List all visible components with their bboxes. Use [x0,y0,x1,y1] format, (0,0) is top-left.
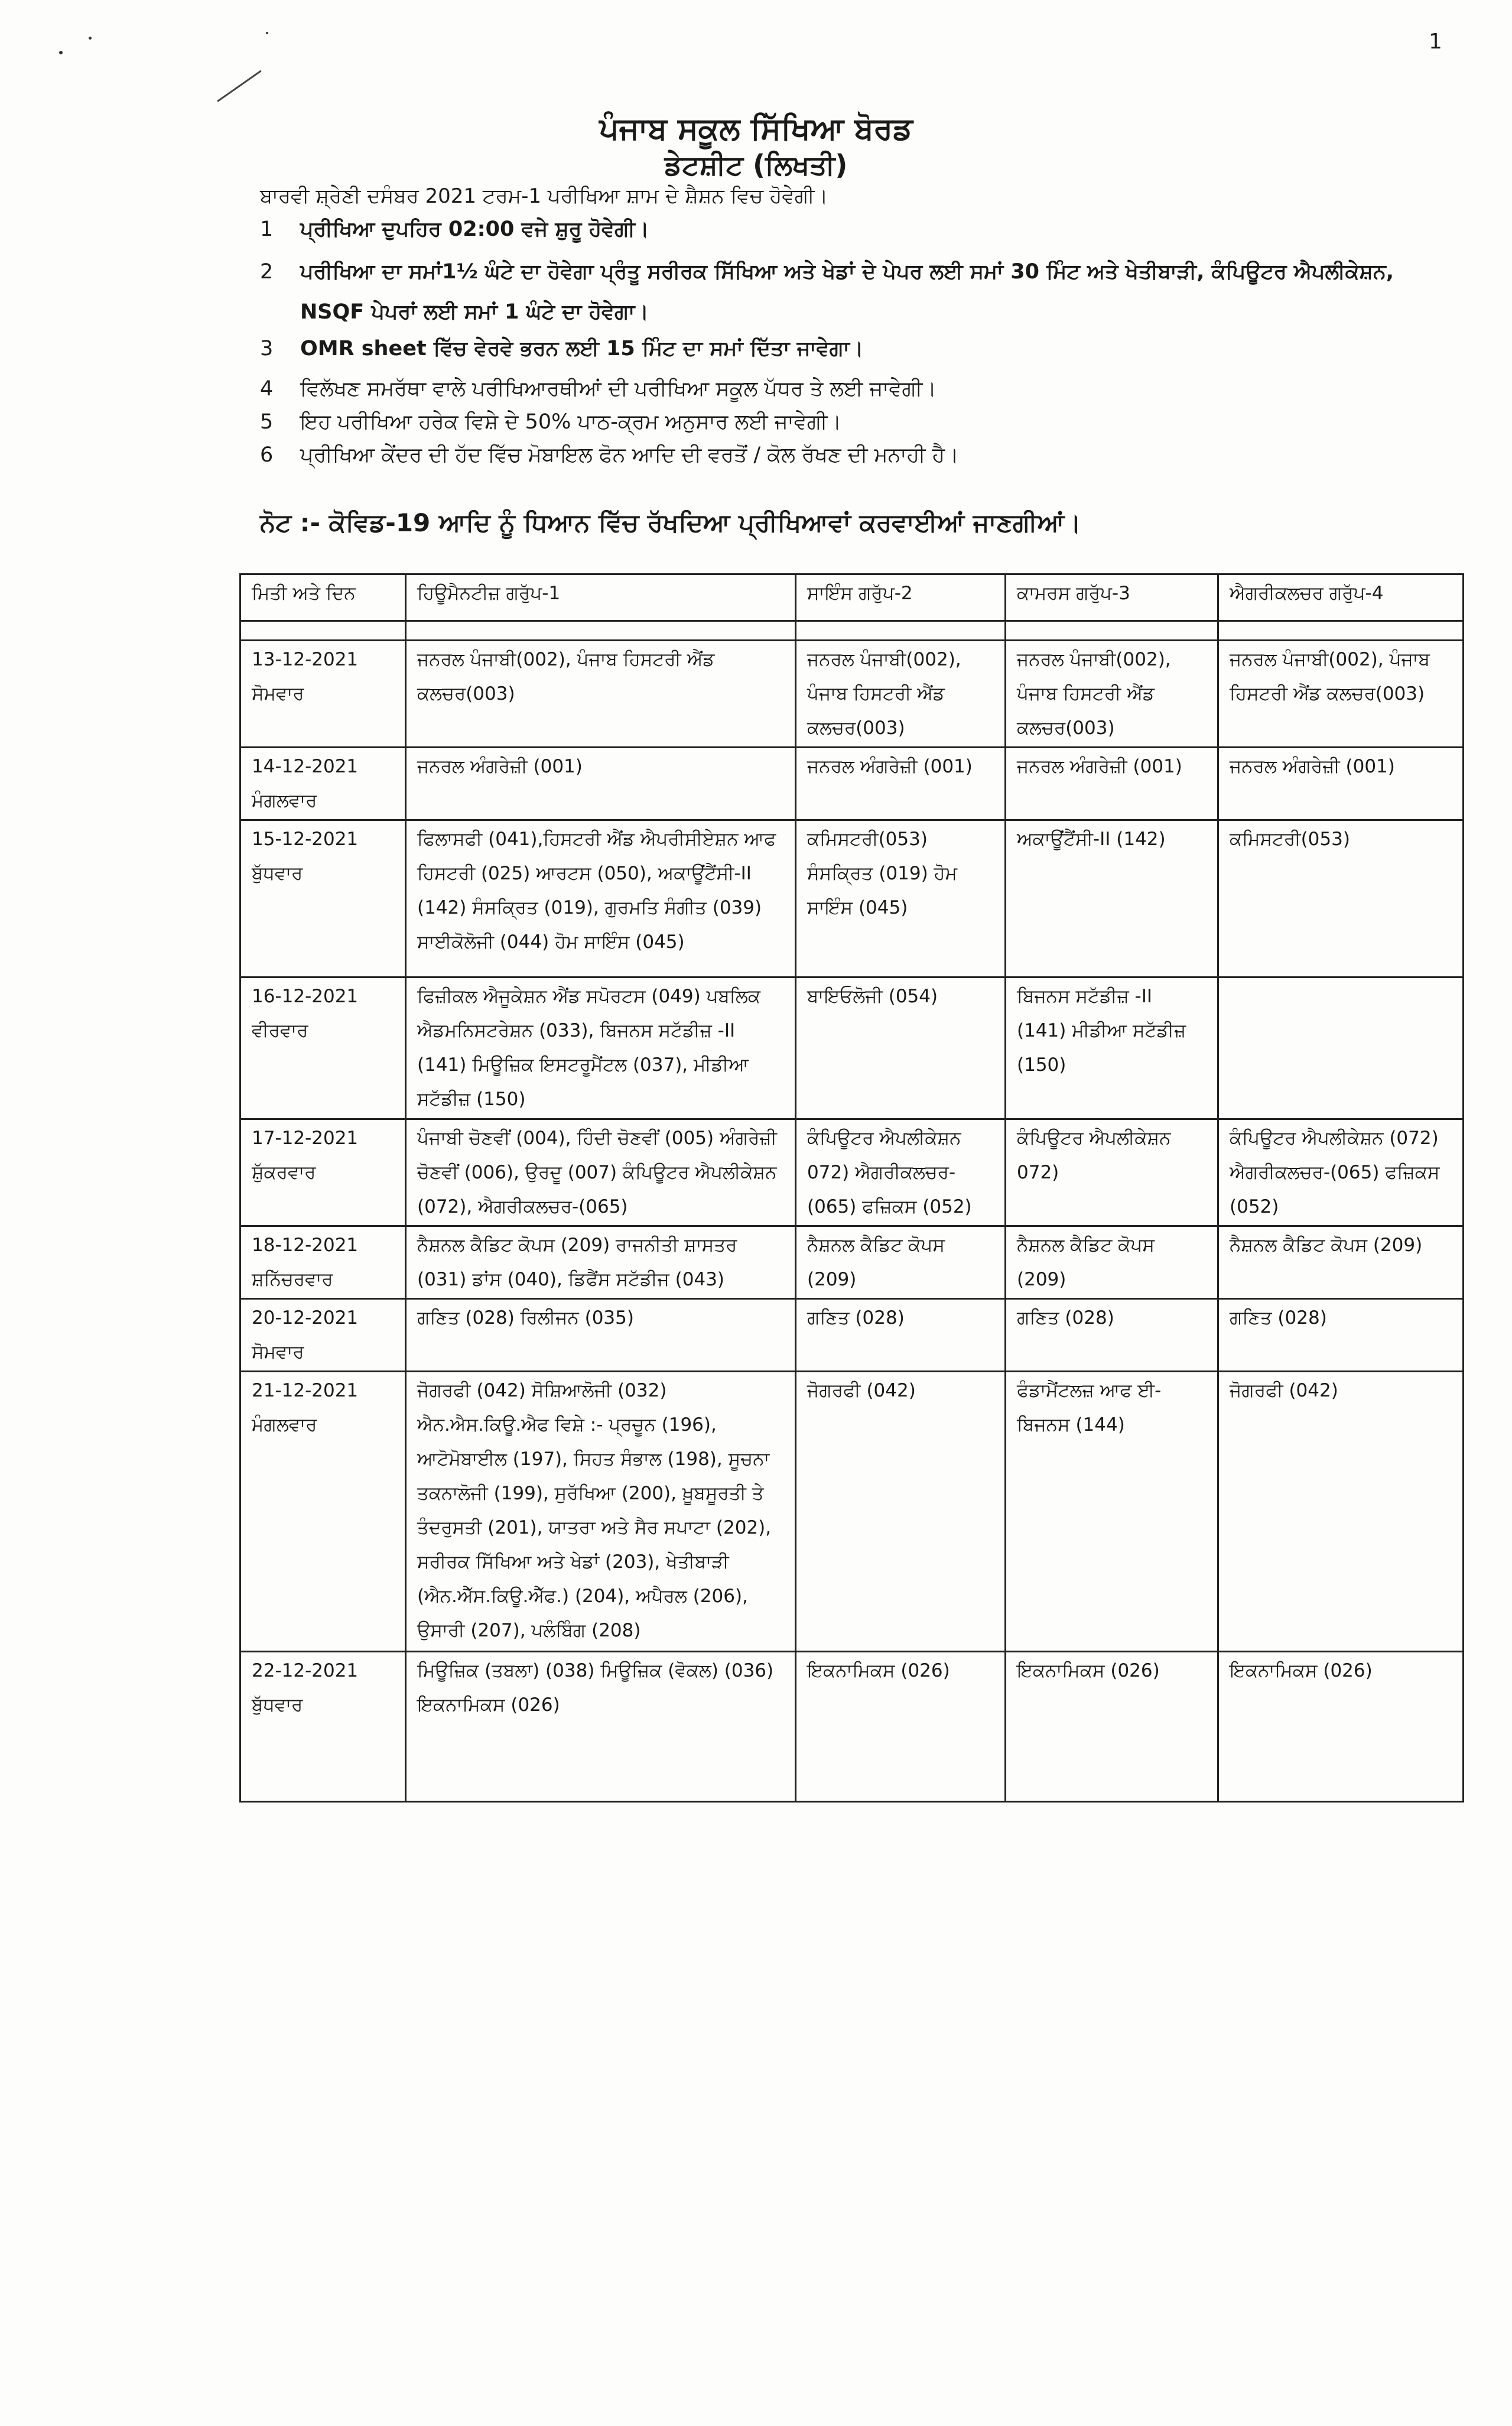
exam-day: ਮੰਗਲਵਾਰ [252,1414,317,1436]
exam-date: 22-12-2021 [252,1660,359,1681]
scan-speck [59,51,63,54]
group-2-cell: ਜਨਰਲ ਪੰਜਾਬੀ(002), ਪੰਜਾਬ ਹਿਸਟਰੀ ਐਂਡ ਕਲਚਰ(003) [796,641,1006,748]
table-header-row [240,574,1464,621]
instruction-text: ਪਰੀਖਿਆ ਦਾ ਸਮਾਂ1½ ਘੰਟੇ ਦਾ ਹੋਵੇਗਾ ਪ੍ਰੰਤੂ ਸਰੀਰਕ ਸਿੱਖਿਆ ਅਤੇ ਖੇਡਾਂ ਦੇ ਪੇਪਰ ਲਈ ਸਮਾਂ 30 ਮਿੰਟ ਅਤੇ ਖੇਤੀਬਾੜੀ, ਕੰਪਿਊਟਰ ਐਪਲੀਕੇਸ਼ਨ, [300,260,1394,284]
instruction-number: 4 [260,377,274,401]
column-header: ਮਿਤੀ ਅਤੇ ਦਿਨ [240,574,406,621]
table-row [240,1226,1464,1299]
instruction-text: ਪ੍ਰੀਖਿਆ ਦੁਪਹਿਰ 02:00 ਵਜੇ ਸ਼ੁਰੂ ਹੋਵੇਗੀ। [300,217,649,241]
instruction-text: ਵਿਲੱਖਣ ਸਮਰੱਥਾ ਵਾਲੇ ਪਰੀਖਿਆਰਥੀਆਂ ਦੀ ਪਰੀਖਿਆ ਸਕੂਲ ਪੱਧਰ ਤੇ ਲਈ ਜਾਵੇਗੀ। [300,377,937,401]
exam-day: ਵੀਰਵਾਰ [252,1020,308,1041]
group-4-cell: ਜਨਰਲ ਅੰਗਰੇਜ਼ੀ (001) [1218,748,1464,820]
page-title: ਪੰਜਾਬ ਸਕੂਲ ਸਿੱਖਿਆ ਬੋਰਡ [599,111,913,147]
instruction-text: OMR sheet ਵਿੱਚ ਵੇਰਵੇ ਭਰਨ ਲਈ 15 ਮਿੰਟ ਦਾ ਸਮਾਂ ਦਿੱਤਾ ਜਾਵੇਗਾ। [300,337,864,361]
date-cell [240,1299,406,1372]
date-cell [240,1372,406,1652]
exam-date: 17-12-2021 [252,1128,359,1149]
table-row [240,1652,1464,1802]
covid-note: ਨੋਟ :- ਕੋਵਿਡ-19 ਆਦਿ ਨੂੰ ਧਿਆਨ ਵਿੱਚ ਰੱਖਦਿਆ ਪ੍ਰੀਖਿਆਵਾਂ ਕਰਵਾਈਆਂ ਜਾਣਗੀਆਂ। [260,508,1081,537]
date-cell [240,641,406,748]
group-3-cell: ਇਕਨਾਮਿਕਸ (026) [1006,1652,1218,1802]
group-1-cell: ਨੈਸ਼ਨਲ ਕੈਡਿਟ ਕੋਪਸ (209) ਰਾਜਨੀਤੀ ਸ਼ਾਸਤਰ (031) ਡਾਂਸ (040), ਡਿਫੈਂਸ ਸਟੱਡੀਜ (043) [406,1226,796,1299]
exam-day: ਬੁੱਧਵਾਰ [252,863,303,884]
exam-date: 14-12-2021 [252,756,359,777]
group-4-cell: ਜੋਗਰਫੀ (042) [1218,1372,1464,1652]
group-3-cell: ਬਿਜਨਸ ਸਟੱਡੀਜ਼ -II (141) ਮੀਡੀਆ ਸਟੱਡੀਜ਼ (150) [1006,977,1218,1119]
group-4-cell: ਕੰਪਿਊਟਰ ਐਪਲੀਕੇਸ਼ਨ (072) ਐਗਰੀਕਲਚਰ-(065) ਫਜ਼ਿਕਸ (052) [1218,1119,1464,1226]
intro-line: ਬਾਰਵੀ ਸ਼੍ਰੇਣੀ ਦਸੰਬਰ 2021 ਟਰਮ-1 ਪਰੀਖਿਆ ਸ਼ਾਮ ਦੇ ਸ਼ੈਸ਼ਨ ਵਿਚ ਹੋਵੇਗੀ। [260,184,828,208]
group-2-cell: ਨੈਸ਼ਨਲ ਕੈਡਿਟ ਕੋਪਸ (209) [796,1226,1006,1299]
scan-speck [89,37,92,40]
exam-day: ਮੰਗਲਵਾਰ [252,790,317,811]
table-row [240,820,1464,977]
column-header: ਕਾਮਰਸ ਗਰੁੱਪ-3 [1006,574,1218,621]
group-3-cell: ਕੰਪਿਊਟਰ ਐਪਲੀਕੇਸ਼ਨ 072) [1006,1119,1218,1226]
table-row [240,1299,1464,1372]
exam-date: 15-12-2021 [252,829,359,850]
exam-day: ਬੁੱਧਵਾਰ [252,1694,303,1716]
group-1-cell: ਫਿਜ਼ੀਕਲ ਐਜੂਕੇਸ਼ਨ ਐਂਡ ਸਪੋਰਟਸ (049) ਪਬਲਿਕ ਐਡਮਨਿਸਟਰੇਸ਼ਨ (033), ਬਿਜਨਸ ਸਟੱਡੀਜ਼ -II (141) ਮਿਊਜ਼ਿਕ ਇਸਟਰੂਮੈਂਟਲ (037), ਮੀਡੀਆ ਸਟੱਡੀਜ਼ (150) [406,977,796,1119]
column-header: ਸਾਇੰਸ ਗਰੁੱਪ-2 [796,574,1006,621]
scan-speck [266,32,268,34]
datesheet-table [239,573,1464,1803]
exam-date: 18-12-2021 [252,1235,359,1256]
date-cell [240,748,406,820]
group-3-cell: ਫੰਡਾਮੈਂਟਲਜ਼ ਆਫ ਈ-ਬਿਜਨਸ (144) [1006,1372,1218,1652]
instruction-number: 1 [260,217,274,241]
group-2-cell: ਇਕਨਾਮਿਕਸ (026) [796,1652,1006,1802]
group-3-cell: ਜਨਰਲ ਅੰਗਰੇਜ਼ੀ (001) [1006,748,1218,820]
group-1-cell: ਪੰਜਾਬੀ ਚੋਣਵੀਂ (004), ਹਿੰਦੀ ਚੋਣਵੀਂ (005) ਅੰਗਰੇਜ਼ੀ ਚੋਣਵੀਂ (006), ਉਰਦੂ (007) ਕੰਪਿਊਟਰ ਐਪਲੀਕੇਸ਼ਨ (072), ਐਗਰੀਕਲਚਰ-(065) [406,1119,796,1226]
table-row [240,1372,1464,1652]
group-4-cell: ਜਨਰਲ ਪੰਜਾਬੀ(002), ਪੰਜਾਬ ਹਿਸਟਰੀ ਐਂਡ ਕਲਚਰ(003) [1218,641,1464,748]
exam-date: 20-12-2021 [252,1307,359,1329]
exam-day: ਸੋਮਵਾਰ [252,1342,304,1363]
instruction-number: 2 [260,260,274,284]
group-1-cell: ਮਿਊਜ਼ਿਕ (ਤਬਲਾ) (038) ਮਿਊਜ਼ਿਕ (ਵੋਕਲ) (036) ਇਕਨਾਮਿਕਸ (026) [406,1652,796,1802]
instruction-number: 5 [260,410,274,434]
date-cell [240,1652,406,1802]
group-4-cell: ਕਮਿਸਟਰੀ(053) [1218,820,1464,977]
group-2-cell: ਬਾਇਓਲੋਜੀ (054) [796,977,1006,1119]
table-spacer-row [240,621,1464,641]
exam-day: ਸ਼ੁੱਕਰਵਾਰ [252,1162,316,1183]
column-header: ਹਿਊਮੈਨਟੀਜ਼ ਗਰੁੱਪ-1 [406,574,796,621]
pen-stroke [217,70,261,102]
page-subtitle: ਡੇਟਸ਼ੀਟ (ਲਿਖਤੀ) [664,149,848,181]
instruction-2 [260,260,1394,284]
group-3-cell: ਅਕਾਊਂਟੈਂਸੀ-II (142) [1006,820,1218,977]
group-1-cell: ਜਨਰਲ ਪੰਜਾਬੀ(002), ਪੰਜਾਬ ਹਿਸਟਰੀ ਐਂਡ ਕਲਚਰ(003) [406,641,796,748]
group-2-cell: ਕੰਪਿਊਟਰ ਐਪਲੀਕੇਸ਼ਨ 072) ਐਗਰੀਕਲਚਰ-(065) ਫਜ਼ਿਕਸ (052) [796,1119,1006,1226]
date-cell [240,820,406,977]
table-row [240,977,1464,1119]
column-header: ਐਗਰੀਕਲਚਰ ਗਰੁੱਪ-4 [1218,574,1464,621]
group-3-cell: ਗਣਿਤ (028) [1006,1299,1218,1372]
group-1-cell: ਜੋਗਰਫੀ (042) ਸੋਸ਼ਿਆਲੋਜੀ (032) ਐਨ.ਐਸ.ਕਿਊ.ਐਫ ਵਿਸ਼ੇ :- ਪ੍ਰਚੂਨ (196), ਆਟੋਮੋਬਾਈਲ (197), ਸਿਹਤ ਸੰਭਾਲ (198), ਸੂਚਨਾ ਤਕਨਾਲੋਜੀ (199), ਸੁਰੱਖਿਆ (200), ਖ਼ੂਬਸੂਰਤੀ ਤੇ ਤੰਦਰੁਸਤੀ (201), ਯਾਤਰਾ ਅਤੇ ਸੈਰ ਸਪਾਟਾ (202), ਸਰੀਰਕ ਸਿੱਖਿਆ ਅਤੇ ਖੇਡਾਂ (203), ਖੇਤੀਬਾੜੀ (ਐਨ.ਐੱਸ.ਕਿਊ.ਐੱਫ.) (204), ਅਪੈਰਲ (206), ਉਸਾਰੀ (207), ਪਲੰਬਿੰਗ (208) [406,1372,796,1652]
group-3-cell: ਜਨਰਲ ਪੰਜਾਬੀ(002), ਪੰਜਾਬ ਹਿਸਟਰੀ ਐਂਡ ਕਲਚਰ(003) [1006,641,1218,748]
group-1-cell: ਫਿਲਾਸਫੀ (041),ਹਿਸਟਰੀ ਐਂਡ ਐਪਰੀਸੀਏਸ਼ਨ ਆਫ ਹਿਸਟਰੀ (025) ਆਰਟਸ (050), ਅਕਾਊਂਟੈਂਸੀ-II (142) ਸੰਸਕ੍ਰਿਤ (019), ਗੁਰਮਤਿ ਸੰਗੀਤ (039) ਸਾਈਕੋਲੋਜੀ (044) ਹੋਮ ਸਾਇੰਸ (045) [406,820,796,977]
instruction-1 [260,217,649,241]
group-2-cell: ਜੋਗਰਫੀ (042) [796,1372,1006,1652]
group-4-cell: ਗਣਿਤ (028) [1218,1299,1464,1372]
instruction-2-continuation: NSQF ਪੇਪਰਾਂ ਲਈ ਸਮਾਂ 1 ਘੰਟੇ ਦਾ ਹੋਵੇਗਾ। [300,300,649,324]
date-cell [240,1226,406,1299]
date-cell [240,977,406,1119]
group-1-cell: ਜਨਰਲ ਅੰਗਰੇਜ਼ੀ (001) [406,748,796,820]
instruction-6 [260,443,959,467]
date-cell [240,1119,406,1226]
table-row [240,1119,1464,1226]
instruction-text: ਇਹ ਪਰੀਖਿਆ ਹਰੇਕ ਵਿਸ਼ੇ ਦੇ 50% ਪਾਠ-ਕ੍ਰਮ ਅਨੁਸਾਰ ਲਈ ਜਾਵੇਗੀ। [300,410,842,434]
table-row [240,748,1464,820]
instruction-5 [260,410,841,434]
exam-date: 16-12-2021 [252,986,359,1007]
group-1-cell: ਗਣਿਤ (028) ਰਿਲੀਜਨ (035) [406,1299,796,1372]
table-row [240,641,1464,748]
group-4-cell: ਇਕਨਾਮਿਕਸ (026) [1218,1652,1464,1802]
group-4-cell [1218,977,1464,1119]
exam-date: 21-12-2021 [252,1380,359,1401]
instruction-text: ਪ੍ਰੀਖਿਆ ਕੇਂਦਰ ਦੀ ਹੱਦ ਵਿੱਚ ਮੋਬਾਇਲ ਫੋਨ ਆਦਿ ਦੀ ਵਰਤੋਂ / ਕੋਲ ਰੱਖਣ ਦੀ ਮਨਾਹੀ ਹੈ। [300,443,959,467]
group-2-cell: ਗਣਿਤ (028) [796,1299,1006,1372]
page-number: 1 [1429,30,1442,54]
group-4-cell: ਨੈਸ਼ਨਲ ਕੈਡਿਟ ਕੋਪਸ (209) [1218,1226,1464,1299]
instruction-4 [260,377,937,401]
instruction-number: 3 [260,337,274,361]
instruction-number: 6 [260,443,274,467]
exam-date: 13-12-2021 [252,649,359,670]
group-3-cell: ਨੈਸ਼ਨਲ ਕੈਡਿਟ ਕੋਪਸ (209) [1006,1226,1218,1299]
instruction-3 [260,337,863,361]
exam-day: ਸੋਮਵਾਰ [252,683,304,704]
group-2-cell: ਕਮਿਸਟਰੀ(053) ਸੰਸਕ੍ਰਿਤ (019) ਹੋਮ ਸਾਇੰਸ (045) [796,820,1006,977]
exam-day: ਸ਼ਨਿੱਚਰਵਾਰ [252,1269,333,1290]
group-2-cell: ਜਨਰਲ ਅੰਗਰੇਜ਼ੀ (001) [796,748,1006,820]
